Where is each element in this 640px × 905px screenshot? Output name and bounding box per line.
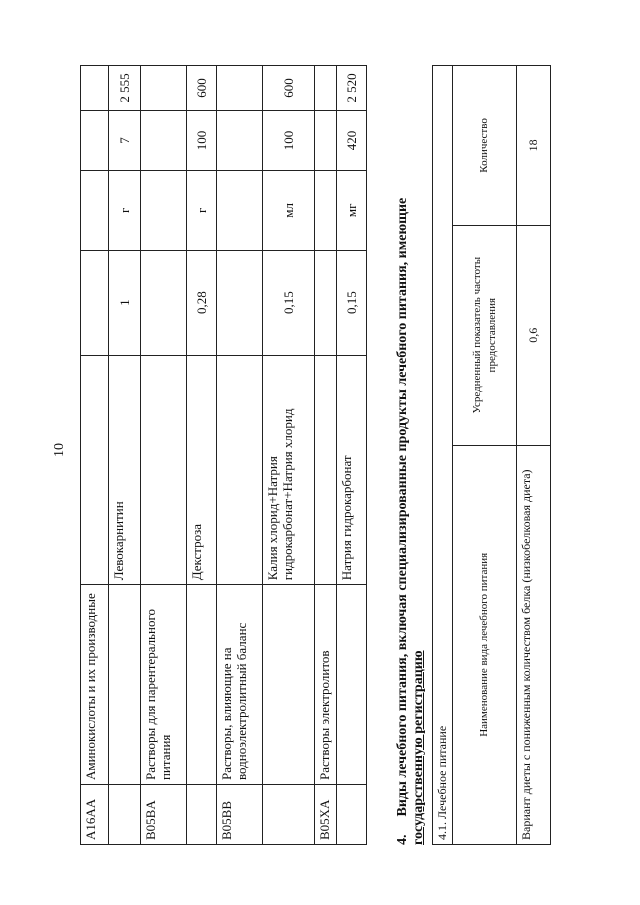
- table-row: [217, 66, 263, 845]
- drug-name: Калия хлорид+Натрия гидрокарбонат+Натрия хлорид: [263, 355, 315, 585]
- total-value: [81, 66, 109, 111]
- dose-value: 420: [337, 111, 367, 171]
- unit-value: [141, 170, 187, 250]
- drug-name: Натрия гидрокарбонат: [337, 355, 367, 585]
- dose-value: [217, 111, 263, 171]
- rotated-page-content: [80, 65, 640, 845]
- total-value: [217, 66, 263, 111]
- table-row: [315, 66, 337, 845]
- section-title: Виды лечебного питания, включая специализированные продукты лечебного питания, имеющие: [395, 197, 410, 817]
- section-4-heading: [395, 65, 427, 845]
- unit-value: г: [187, 170, 217, 250]
- atc-code: [263, 785, 315, 845]
- total-value: 2 520: [337, 66, 367, 111]
- unit-value: мл: [263, 170, 315, 250]
- header-frequency: Усредненный показатель частоты предоставления: [453, 225, 517, 445]
- unit-value: [217, 170, 263, 250]
- total-value: [141, 66, 187, 111]
- dose-value: [81, 111, 109, 171]
- table-row: [109, 66, 141, 845]
- atc-code: B05BB: [217, 785, 263, 845]
- group-name: [263, 585, 315, 785]
- drug-name: Декстроза: [187, 355, 217, 585]
- table-row: [517, 66, 551, 845]
- unit-value: г: [109, 170, 141, 250]
- group-name: Растворы, влияющие на водноэлектролитный баланс: [217, 585, 263, 785]
- diet-name: Вариант диеты с пониженным количеством белка (низкобелковая диета): [517, 445, 551, 844]
- group-name: Растворы для парентерального питания: [141, 585, 187, 785]
- section-title-continued: государственную регистрацию: [411, 650, 426, 845]
- frequency-value: [81, 250, 109, 355]
- total-value: 2 555: [109, 66, 141, 111]
- frequency-value: 0,28: [187, 250, 217, 355]
- atc-code: [109, 785, 141, 845]
- total-value: 600: [187, 66, 217, 111]
- subsection-title: 4.1. Лечебное питание: [433, 66, 453, 845]
- atc-code: B05XA: [315, 785, 337, 845]
- dose-value: 100: [187, 111, 217, 171]
- header-name: Наименование вида лечебного питания: [453, 445, 517, 844]
- frequency-value: [141, 250, 187, 355]
- frequency-value: 0,15: [263, 250, 315, 355]
- group-name: [187, 585, 217, 785]
- drug-name: Левокарнитин: [109, 355, 141, 585]
- total-value: 600: [263, 66, 315, 111]
- frequency-value: [217, 250, 263, 355]
- group-name: [337, 585, 367, 785]
- unit-value: [81, 170, 109, 250]
- total-value: [315, 66, 337, 111]
- drug-name: [315, 355, 337, 585]
- frequency-value: 0,15: [337, 250, 367, 355]
- page-number: 10: [52, 443, 67, 457]
- dose-value: [315, 111, 337, 171]
- unit-value: [315, 170, 337, 250]
- table-row: [263, 66, 315, 845]
- group-name: Растворы электролитов: [315, 585, 337, 785]
- drug-name: [81, 355, 109, 585]
- drug-name: [217, 355, 263, 585]
- dose-value: 7: [109, 111, 141, 171]
- drug-name: [141, 355, 187, 585]
- dose-value: 100: [263, 111, 315, 171]
- drug-table: [80, 65, 367, 845]
- atc-code: B05BA: [141, 785, 187, 845]
- unit-value: мг: [337, 170, 367, 250]
- table-row: [433, 66, 453, 845]
- table-row: [187, 66, 217, 845]
- atc-code: [187, 785, 217, 845]
- table-row: [337, 66, 367, 845]
- group-name: [109, 585, 141, 785]
- diet-quantity: 18: [517, 66, 551, 226]
- header-quantity: Количество: [453, 66, 517, 226]
- table-row: [141, 66, 187, 845]
- group-name: Аминокислоты и их производные: [81, 585, 109, 785]
- atc-code: [337, 785, 367, 845]
- table-header-row: [453, 66, 517, 845]
- frequency-value: 1: [109, 250, 141, 355]
- frequency-value: [315, 250, 337, 355]
- section-number: 4.: [395, 834, 410, 845]
- table-row: [81, 66, 109, 845]
- diet-frequency: 0,6: [517, 225, 551, 445]
- atc-code: A16AA: [81, 785, 109, 845]
- nutrition-table: [432, 65, 551, 845]
- dose-value: [141, 111, 187, 171]
